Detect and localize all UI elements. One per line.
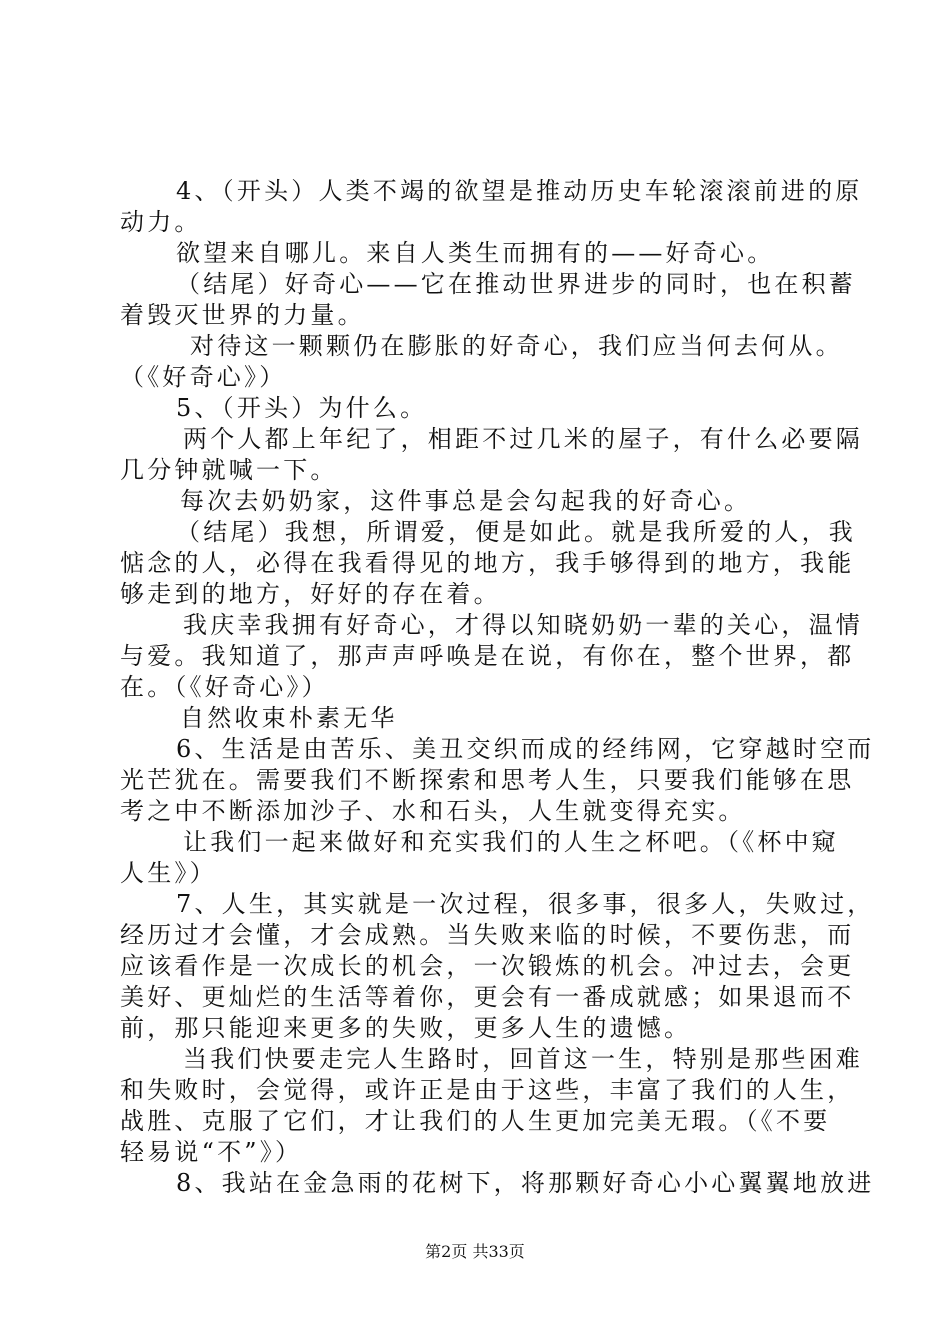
- text-line: 战胜、克服了它们，才让我们的人生更加完美无瑕。（《不要: [120, 1107, 831, 1135]
- text-line: 够走到的地方，好好的存在着。: [120, 580, 501, 608]
- page-footer: 第2页 共33页: [425, 1242, 525, 1261]
- text-line: 7、人生，其实就是一次过程，很多事，很多人，失败过，: [176, 890, 875, 918]
- text-line: 8、我站在金急雨的花树下，将那颗好奇心小心翼翼地放进: [176, 1169, 875, 1197]
- text-line: 与爱。我知道了，那声声呼唤是在说，有你在，整个世界，都: [120, 642, 855, 670]
- text-line: 让我们一起来做好和充实我们的人生之杯吧。（《杯中窥: [183, 828, 839, 856]
- text-line: 欲望来自哪儿。来自人类生而拥有的——好奇心。: [176, 239, 775, 267]
- text-line: 前，那只能迎来更多的失败，更多人生的遗憾。: [120, 1014, 692, 1042]
- text-line: 动力。: [120, 208, 202, 236]
- text-line: 在。（《好奇心》）: [120, 673, 329, 701]
- text-line: 经历过才会懂，才会成熟。当失败来临的时候，不要伤悲，而: [120, 921, 855, 949]
- text-line: 人生》）: [120, 859, 217, 887]
- text-line: 轻易说“不”》）: [120, 1138, 303, 1166]
- text-line: 自然收束朴素无华: [180, 704, 398, 732]
- text-line: 6、生活是由苦乐、美丑交织而成的经纬网，它穿越时空而: [176, 735, 875, 763]
- text-line: 当我们快要走完人生路时，回首这一生，特别是那些困难: [183, 1045, 863, 1073]
- text-line: 美好、更灿烂的生活等着你，更会有一番成就感；如果退而不: [120, 983, 855, 1011]
- text-line: （结尾）我想，所谓爱，便是如此。就是我所爱的人，我: [176, 518, 856, 546]
- text-line: （结尾）好奇心——它在推动世界进步的同时，也在积蓄: [176, 270, 856, 298]
- text-line: 每次去奶奶家，这件事总是会勾起我的好奇心。: [180, 487, 752, 515]
- text-line: 4、（开头）人类不竭的欲望是推动历史车轮滚滚前进的原: [176, 177, 863, 205]
- text-line: 5、（开头）为什么。: [176, 394, 428, 422]
- text-line: 对待这一颗颗仍在膨胀的好奇心，我们应当何去何从。: [190, 332, 843, 360]
- text-line: 惦念的人，必得在我看得见的地方，我手够得到的地方，我能: [120, 549, 855, 577]
- text-line: 应该看作是一次成长的机会，一次锻炼的机会。冲过去，会更: [120, 952, 855, 980]
- text-line: 两个人都上年纪了，相距不过几米的屋子，有什么必要隔: [183, 425, 863, 453]
- text-line: （《好奇心》）: [120, 363, 287, 391]
- text-line: 和失败时，会觉得，或许正是由于这些，丰富了我们的人生，: [120, 1076, 855, 1104]
- text-line: 着毁灭世界的力量。: [120, 301, 365, 329]
- text-line: 我庆幸我拥有好奇心，才得以知晓奶奶一辈的关心，温情: [183, 611, 863, 639]
- text-line: 考之中不断添加沙子、水和石头，人生就变得充实。: [120, 797, 746, 825]
- text-line: 光芒犹在。需要我们不断探索和思考人生，只要我们能够在思: [120, 766, 855, 794]
- text-line: 几分钟就喊一下。: [120, 456, 338, 484]
